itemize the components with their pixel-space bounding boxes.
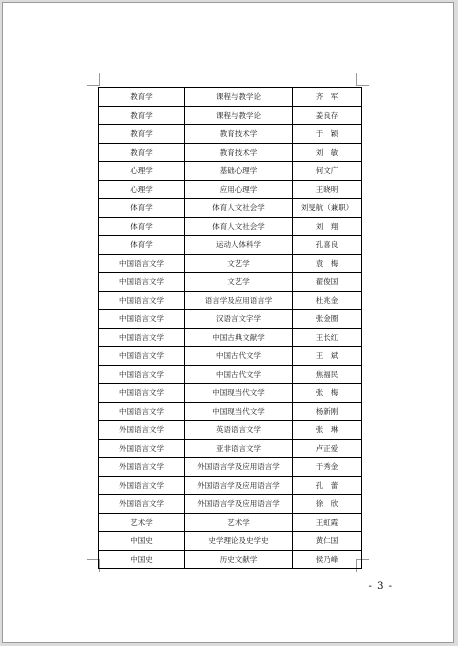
discipline-cell: 教育学 — [99, 125, 185, 144]
specialty-cell: 文艺学 — [185, 254, 293, 273]
table-row — [99, 402, 362, 421]
specialty-cell: 中国现当代文学 — [185, 402, 293, 421]
roster-table — [98, 87, 362, 569]
specialty-cell: 外国语言学及应用语言学 — [185, 495, 293, 514]
table-row — [99, 143, 362, 162]
supervisor-cell: 王虹霞 — [293, 513, 362, 532]
specialty-cell: 中国古代文学 — [185, 365, 293, 384]
discipline-cell: 中国语言文学 — [99, 273, 185, 292]
table-row — [99, 439, 362, 458]
discipline-cell: 教育学 — [99, 88, 185, 107]
discipline-cell: 体育学 — [99, 199, 185, 218]
discipline-cell: 心理学 — [99, 162, 185, 181]
table-row — [99, 88, 362, 107]
supervisor-cell: 姜良存 — [293, 106, 362, 125]
discipline-cell: 教育学 — [99, 143, 185, 162]
discipline-cell: 中国史 — [99, 550, 185, 569]
table-row — [99, 513, 362, 532]
supervisor-cell: 张 琳 — [293, 421, 362, 440]
table-row — [99, 532, 362, 551]
discipline-cell: 中国史 — [99, 532, 185, 551]
specialty-cell: 体育人文社会学 — [185, 199, 293, 218]
supervisor-cell: 孔 蕾 — [293, 476, 362, 495]
discipline-cell: 中国语言文学 — [99, 365, 185, 384]
specialty-cell: 应用心理学 — [185, 180, 293, 199]
supervisor-cell: 卢正爱 — [293, 439, 362, 458]
supervisor-cell: 王 斌 — [293, 347, 362, 366]
document-page — [2, 2, 454, 643]
table-row — [99, 365, 362, 384]
supervisor-cell: 杜兆金 — [293, 291, 362, 310]
specialty-cell: 艺术学 — [185, 513, 293, 532]
specialty-cell: 文艺学 — [185, 273, 293, 292]
supervisor-cell: 黄仁国 — [293, 532, 362, 551]
table-row — [99, 162, 362, 181]
supervisor-cell: 于 颖 — [293, 125, 362, 144]
table-row — [99, 273, 362, 292]
discipline-cell: 中国语言文学 — [99, 254, 185, 273]
supervisor-cell: 徐 欣 — [293, 495, 362, 514]
specialty-cell: 教育技术学 — [185, 125, 293, 144]
table-row — [99, 458, 362, 477]
table-row — [99, 217, 362, 236]
discipline-cell: 外国语言文学 — [99, 439, 185, 458]
table-row — [99, 310, 362, 329]
discipline-cell: 中国语言文学 — [99, 310, 185, 329]
supervisor-cell: 刘旻航（兼职） — [293, 199, 362, 218]
supervisor-cell: 袁 梅 — [293, 254, 362, 273]
discipline-cell: 中国语言文学 — [99, 402, 185, 421]
table-row — [99, 236, 362, 255]
specialty-cell: 中国现当代文学 — [185, 384, 293, 403]
table-row — [99, 384, 362, 403]
discipline-cell: 外国语言文学 — [99, 476, 185, 495]
supervisor-cell: 王长红 — [293, 328, 362, 347]
specialty-cell: 中国古典文献学 — [185, 328, 293, 347]
crop-mark-top-left — [87, 73, 100, 86]
table-row — [99, 476, 362, 495]
specialty-cell: 外国语言学及应用语言学 — [185, 458, 293, 477]
supervisor-cell: 齐 军 — [293, 88, 362, 107]
table-row — [99, 254, 362, 273]
discipline-cell: 教育学 — [99, 106, 185, 125]
specialty-cell: 汉语言文字学 — [185, 310, 293, 329]
specialty-cell: 中国古代文学 — [185, 347, 293, 366]
specialty-cell: 运动人体科学 — [185, 236, 293, 255]
table-row — [99, 180, 362, 199]
table-row — [99, 347, 362, 366]
table-row — [99, 495, 362, 514]
discipline-cell: 外国语言文学 — [99, 458, 185, 477]
specialty-cell: 体育人文社会学 — [185, 217, 293, 236]
page-number: - 3 - — [368, 581, 393, 592]
discipline-cell: 体育学 — [99, 217, 185, 236]
supervisor-cell: 刘 敏 — [293, 143, 362, 162]
specialty-cell: 课程与教学论 — [185, 88, 293, 107]
table-row — [99, 328, 362, 347]
table-row — [99, 125, 362, 144]
supervisor-cell: 刘 翔 — [293, 217, 362, 236]
table-row — [99, 199, 362, 218]
supervisor-cell: 王晓明 — [293, 180, 362, 199]
discipline-cell: 中国语言文学 — [99, 347, 185, 366]
supervisor-cell: 焦福民 — [293, 365, 362, 384]
supervisor-cell: 翟俊国 — [293, 273, 362, 292]
specialty-cell: 外国语言学及应用语言学 — [185, 476, 293, 495]
supervisor-cell: 张金圈 — [293, 310, 362, 329]
supervisor-cell: 何文广 — [293, 162, 362, 181]
specialty-cell: 基础心理学 — [185, 162, 293, 181]
supervisor-cell: 侯乃峰 — [293, 550, 362, 569]
specialty-cell: 语言学及应用语言学 — [185, 291, 293, 310]
specialty-cell: 课程与教学论 — [185, 106, 293, 125]
discipline-cell: 中国语言文学 — [99, 328, 185, 347]
specialty-cell: 亚非语言文学 — [185, 439, 293, 458]
discipline-cell: 心理学 — [99, 180, 185, 199]
discipline-cell: 外国语言文学 — [99, 495, 185, 514]
discipline-cell: 中国语言文学 — [99, 291, 185, 310]
supervisor-cell: 杨新刚 — [293, 402, 362, 421]
table-row — [99, 291, 362, 310]
discipline-cell: 艺术学 — [99, 513, 185, 532]
supervisor-cell: 于秀金 — [293, 458, 362, 477]
specialty-cell: 史学理论及史学史 — [185, 532, 293, 551]
roster-table-body — [99, 88, 362, 569]
table-row — [99, 421, 362, 440]
crop-mark-top-right — [356, 73, 369, 86]
discipline-cell: 体育学 — [99, 236, 185, 255]
supervisor-cell: 孔喜良 — [293, 236, 362, 255]
table-row — [99, 106, 362, 125]
specialty-cell: 教育技术学 — [185, 143, 293, 162]
specialty-cell: 历史文献学 — [185, 550, 293, 569]
discipline-cell: 中国语言文学 — [99, 384, 185, 403]
supervisor-cell: 张 梅 — [293, 384, 362, 403]
specialty-cell: 英语语言文学 — [185, 421, 293, 440]
table-row — [99, 550, 362, 569]
discipline-cell: 外国语言文学 — [99, 421, 185, 440]
